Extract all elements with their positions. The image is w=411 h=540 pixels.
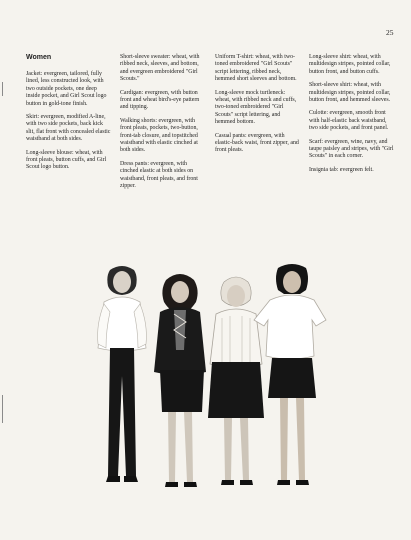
column-1: [26, 54, 112, 178]
page-number: 25: [386, 28, 394, 37]
uniform-descriptions: [26, 54, 396, 264]
item-mock-turtleneck: Long-sleeve mock turtleneck: wheat, with ribbed neck and cuffs, two-toned embroidered "Girl Scouts" script lettering, and hemmed bottom.: [215, 89, 297, 126]
item-long-sleeve-blouse: Long-sleeve blouse: wheat, with front pleats, button cuffs, and Girl Scout logo button.: [26, 149, 107, 171]
item-skirt: Skirt: evergreen, modified A-line, with two side pockets, back kick slit, flat front with concealed elastic waistband at both sides.: [26, 114, 111, 143]
item-short-sleeve-shirt: Short-sleeve shirt: wheat, with multidesign stripes, pointed collar, button front, and hemmed sleeves.: [309, 82, 391, 104]
column-2: [120, 54, 206, 197]
model-3: [208, 277, 264, 485]
uniform-photo: [80, 262, 340, 504]
margin-mark: [2, 82, 3, 96]
item-dress-pants: Dress pants: evergreen, with cinched elastic at both sides on waistband, front pleats, and front zipper.: [120, 160, 198, 190]
item-cardigan: Cardigan: evergreen, with button front and wheat bird's-eye pattern and tipping.: [120, 89, 200, 111]
model-4: [254, 264, 326, 485]
item-casual-pants: Casual pants: evergreen, with elastic-back waist, front zipper, and front pleats.: [215, 132, 299, 154]
item-long-sleeve-shirt: Long-sleeve shirt: wheat, with multidesign stripes, pointed collar, button front, and button cuffs.: [309, 54, 391, 75]
item-jacket: Jacket: evergreen, tailored, fully lined, less constructed look, with two outside pockets, one deep inside pocket, and Girl Scout logo button in gold-tone finish.: [26, 71, 107, 107]
item-walking-shorts: Walking shorts: evergreen, with front pleats, pockets, two-button, front-tab closure, and topstitched waistband with elastic cinched at both sides.: [120, 117, 198, 154]
item-insignia-tab: Insignia tab: evergreen felt.: [309, 166, 374, 173]
model-2: [154, 274, 206, 487]
item-uniform-t-shirt: Uniform T-shirt: wheat, with two-toned embroidered "Girl Scouts" script lettering, ribbed neck, hemmed short sleeves and bottom.: [215, 54, 297, 83]
column-4: [309, 54, 395, 180]
column-3: [215, 54, 301, 161]
item-culotte: Culotte: evergreen, smooth front with half-elastic back waistband, two side pockets, and front panel.: [309, 110, 389, 132]
item-short-sleeve-sweater: Short-sleeve sweater: wheat, with ribbed neck, sleeves, and bottom, and evergreen embroidered "Girl Scouts.": [120, 54, 200, 83]
item-scarf: Scarf: evergreen, wine, navy, and taupe paisley and stripes, with "Girl Scouts" in each corner.: [309, 138, 394, 160]
model-1: [98, 266, 147, 482]
margin-mark: [2, 395, 3, 423]
section-heading: Women: [26, 54, 52, 61]
